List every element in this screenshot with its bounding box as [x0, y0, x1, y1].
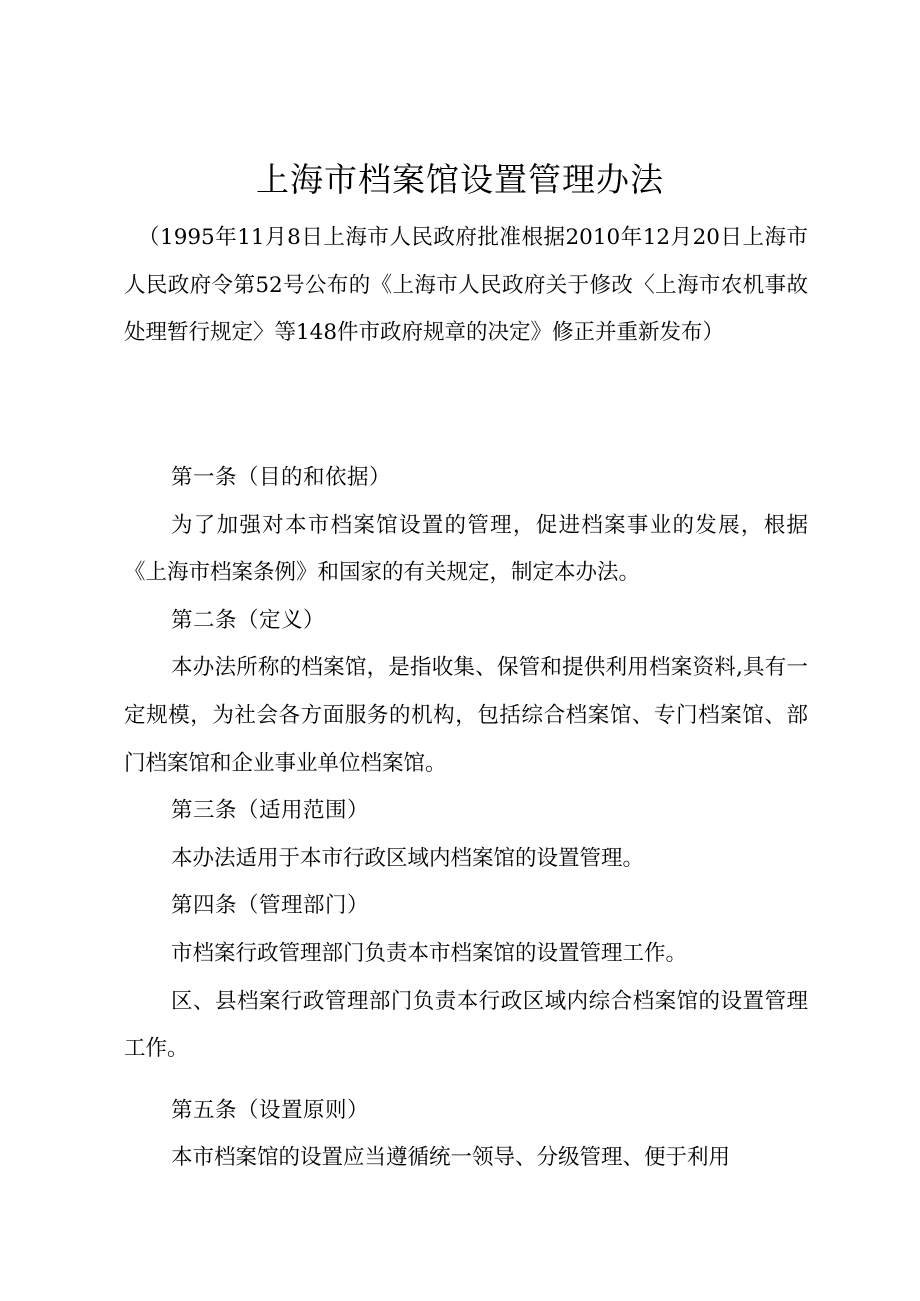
article-2-text: 本办法所称的档案馆，是指收集、保管和提供利用档案资料,具有一定规模，为社会各方面服务的机构，包括综合档案馆、专门档案馆、部门档案馆和企业事业单位档案馆。 — [124, 655, 808, 776]
article-4-text-1: 市档案行政管理部门负责本市档案馆的设置管理工作。 — [171, 940, 688, 966]
article-4-text-2: 区、县档案行政管理部门负责本行政区域内综合档案馆的设置管理工作。 — [124, 988, 808, 1062]
article-1-text: 为了加强对本市档案馆设置的管理，促进档案事业的发展，根据《上海市档案条例》和国家的有关规定，制定本办法。 — [124, 512, 808, 586]
document-title: 上海市档案馆设置管理办法 — [256, 160, 664, 199]
article-3-heading: 第三条（适用范围） — [171, 798, 370, 824]
article-5-heading: 第五条（设置原则） — [171, 1097, 370, 1123]
article-3-text: 本办法适用于本市行政区域内档案馆的设置管理。 — [171, 845, 645, 871]
article-4-heading: 第四条（管理部门） — [171, 893, 370, 919]
article-5-text: 本市档案馆的设置应当遵循统一领导、分级管理、便于利用 — [171, 1145, 731, 1171]
document-body — [124, 454, 808, 1182]
document-note: （1995年11月8日上海市人民政府批准根据2010年12月20日上海市人民政府令第52号公布的《上海市人民政府关于修改〈上海市农机事故处理暂行规定〉等148件市政府规章的决定》修正并重新发布） — [124, 225, 808, 345]
article-2-heading: 第二条（定义） — [171, 607, 326, 633]
article-1-heading: 第一条（目的和依据） — [171, 465, 392, 490]
